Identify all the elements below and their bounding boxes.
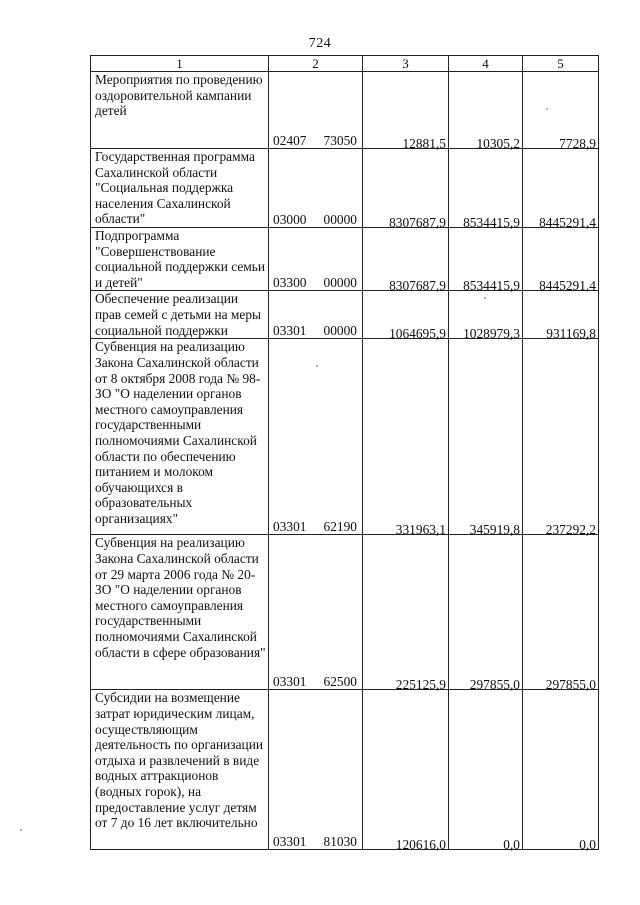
direction-code: 73050 — [323, 133, 357, 148]
program-code: 02407 — [273, 133, 307, 148]
column-header-3: 3 — [363, 56, 449, 72]
value-col4: 297855,0 — [449, 535, 523, 690]
row-name: Субвенция на реализацию Закона Сахалинской области от 8 октября 2008 года № 98-ЗО "О наделении органов местного самоуправления государственными полномочиями Сахалинской области по обеспечению питанием и молоком обучающихся в образовательных организациях" — [91, 339, 269, 535]
scan-speck — [316, 365, 318, 367]
value-col5: 237292,2 — [523, 339, 599, 535]
table-row — [91, 690, 599, 850]
column-header-4: 4 — [449, 56, 523, 72]
row-name: Субсидии на возмещение затрат юридическим лицам, осуществляющим деятельность по организации отдыха и развлечений в виде водных аттракционов (водных горок), на предоставление услуг детям от 7 до 16 лет включительно — [91, 690, 269, 850]
scan-speck — [484, 297, 486, 299]
value-col4: 8534415,9 — [449, 149, 523, 228]
row-codes — [269, 227, 363, 290]
row-name: Подпрограмма "Совершенствование социальной поддержки семьи и детей" — [91, 227, 269, 290]
scan-speck — [546, 108, 548, 110]
table-row — [91, 72, 599, 149]
table-row — [91, 339, 599, 535]
value-col5: 7728,9 — [523, 72, 599, 149]
value-col3: 12881,5 — [363, 72, 449, 149]
program-code: 03301 — [273, 834, 307, 850]
value-col3: 120616,0 — [363, 690, 449, 850]
row-name: Субвенция на реализацию Закона Сахалинской области от 29 марта 2006 года № 20-ЗО "О наделении органов местного самоуправления государственными полномочиями Сахалинской области в сфере образования" — [91, 535, 269, 690]
row-codes — [269, 149, 363, 228]
table-row — [91, 291, 599, 339]
value-col3: 8307687,9 — [363, 227, 449, 290]
direction-code: 00000 — [323, 275, 357, 291]
direction-code: 62500 — [323, 674, 357, 690]
table-row — [91, 535, 599, 690]
header-row — [91, 56, 599, 72]
row-codes — [269, 535, 363, 690]
value-col3: 225125,9 — [363, 535, 449, 690]
row-codes — [269, 690, 363, 850]
column-header-1: 1 — [91, 56, 269, 72]
value-col3: 8307687,9 — [363, 149, 449, 228]
row-name: Обеспечение реализации прав семей с детьми на меры социальной поддержки — [91, 291, 269, 339]
program-code: 03301 — [273, 674, 307, 690]
value-col5: 8445291,4 — [523, 227, 599, 290]
column-header-5: 5 — [523, 56, 599, 72]
value-col4: 10305,2 — [449, 72, 523, 149]
direction-code: 00000 — [323, 211, 357, 227]
scan-speck — [20, 829, 22, 831]
page-number: 724 — [308, 36, 332, 51]
direction-code: 62190 — [323, 519, 357, 535]
row-codes — [269, 72, 363, 149]
value-col5: 931169,8 — [523, 291, 599, 339]
value-col4: 0,0 — [449, 690, 523, 850]
program-code: 03301 — [273, 519, 307, 535]
value-col3: 331963,1 — [363, 339, 449, 535]
program-code: 03000 — [273, 211, 307, 227]
value-col5: 0,0 — [523, 690, 599, 850]
table-row — [91, 227, 599, 290]
budget-table — [90, 55, 599, 853]
table-row — [91, 149, 599, 228]
direction-code: 00000 — [323, 323, 357, 339]
row-codes — [269, 339, 363, 535]
direction-code: 81030 — [323, 834, 357, 850]
value-col5: 297855,0 — [523, 535, 599, 690]
row-name: Мероприятия по проведению оздоровительной кампании детей — [91, 72, 269, 149]
value-col4: 8534415,9 — [449, 227, 523, 290]
value-col4: 1028979,3 — [449, 291, 523, 339]
program-code: 03300 — [273, 275, 307, 291]
column-header-2: 2 — [269, 56, 363, 72]
row-codes — [269, 291, 363, 339]
program-code: 03301 — [273, 323, 307, 339]
row-name: Государственная программа Сахалинской области "Социальная поддержка населения Сахалинской области" — [91, 149, 269, 228]
value-col4: 345919,8 — [449, 339, 523, 535]
value-col3: 1064695,9 — [363, 291, 449, 339]
value-col5: 8445291,4 — [523, 149, 599, 228]
